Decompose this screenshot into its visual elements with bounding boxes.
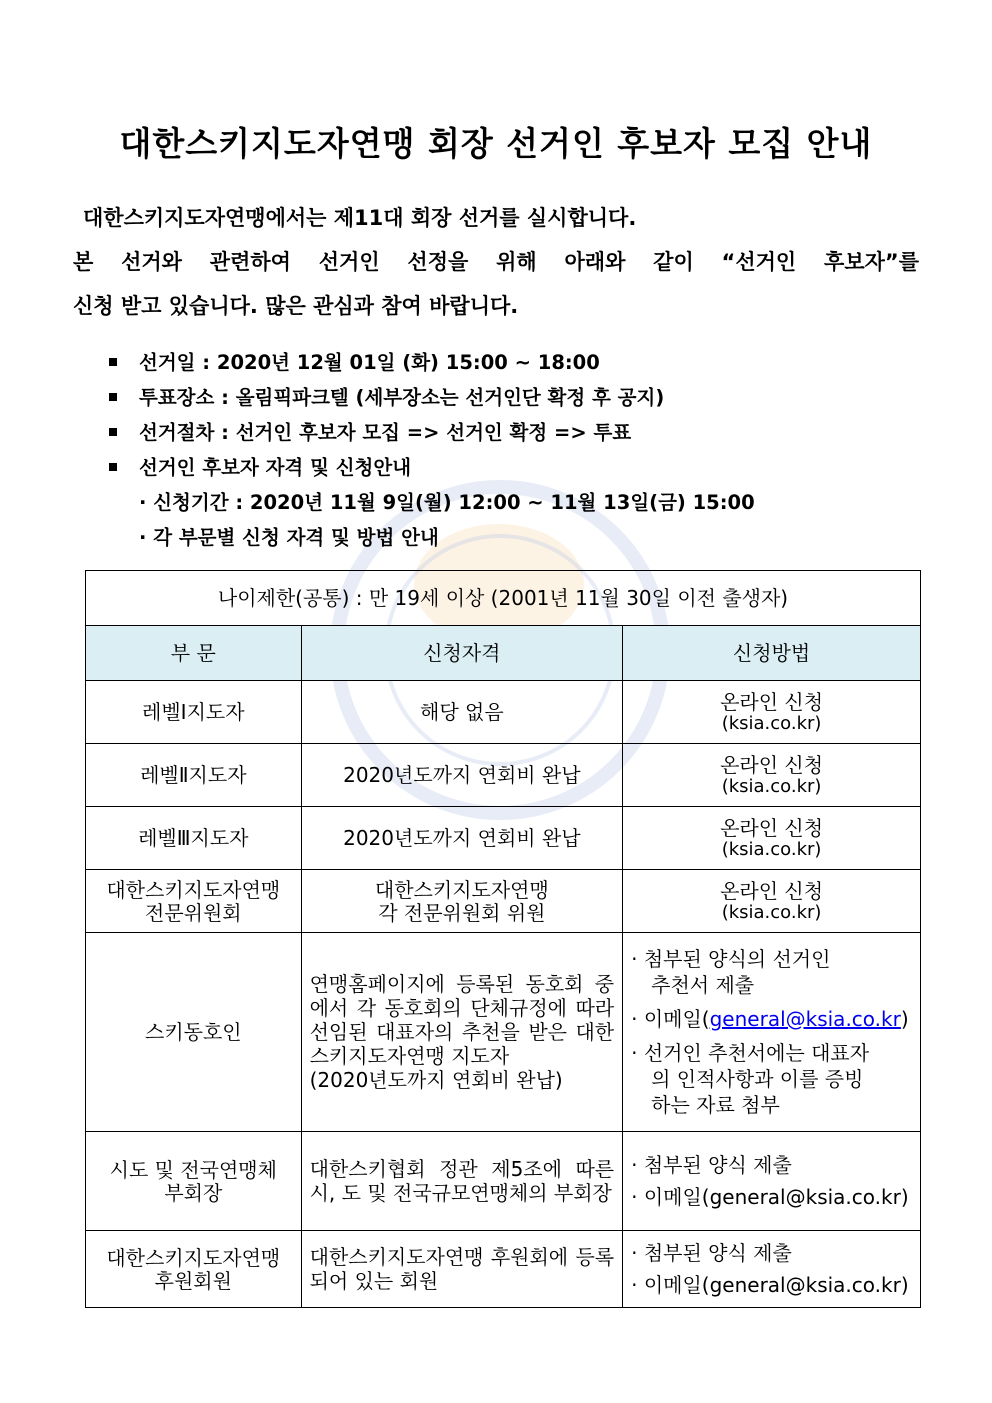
category-cell: 레벨Ⅰ지도자	[86, 681, 302, 744]
method-cell: · 첨부된 양식 제출 · 이메일(general@ksia.co.kr)	[623, 1132, 921, 1231]
table-row	[86, 807, 921, 870]
method-cell: 온라인 신청 (ksia.co.kr)	[623, 807, 921, 870]
page-title: 대한스키지도자연맹 회장 선거인 후보자 모집 안내	[119, 124, 873, 163]
category-cell: 스키동호인	[86, 933, 302, 1132]
bullet-election-date: 선거일 : 2020년 12월 01일 (화) 15:00 ~ 18:00	[105, 345, 925, 380]
header-method: 신청방법	[623, 626, 921, 681]
category-cell: 대한스키지도자연맹 전문위원회	[86, 870, 302, 933]
method-cell: 온라인 신청 (ksia.co.kr)	[623, 744, 921, 807]
method-cell: 온라인 신청 (ksia.co.kr)	[623, 681, 921, 744]
bullet-voting-place: 투표장소 : 올림픽파크텔 (세부장소는 선거인단 확정 후 공지)	[105, 380, 925, 415]
intro-paragraph	[73, 196, 919, 328]
header-qualification: 신청자격	[301, 626, 623, 681]
table-row	[86, 870, 921, 933]
square-bullet-icon	[109, 428, 117, 436]
qualification-cell: 해당 없음	[301, 681, 623, 744]
category-cell: 시도 및 전국연맹체 부회장	[86, 1132, 302, 1231]
square-bullet-icon	[109, 358, 117, 366]
method-cell: · 첨부된 양식의 선거인 추천서 제출 · 이메일(general@ksia.co.kr) · 선거인 추천서에는 대표자 의 인적사항과 이를 증빙 하는 자료 첨부	[623, 933, 921, 1132]
qualification-cell: 대한스키지도자연맹 각 전문위원회 위원	[301, 870, 623, 933]
qualification-cell: 2020년도까지 연회비 완납	[301, 744, 623, 807]
info-bullets	[105, 345, 925, 555]
bullet-qualification: 선거인 후보자 자격 및 신청안내	[105, 450, 925, 485]
header-category: 부 문	[86, 626, 302, 681]
bullet-procedure: 선거절차 : 선거인 후보자 모집 => 선거인 확정 => 투표	[105, 415, 925, 450]
category-cell: 레벨Ⅱ지도자	[86, 744, 302, 807]
table-row	[86, 571, 921, 626]
qualification-cell: 연맹홈페이지에 등록된 동호회 중에서 각 동호회의 단체규정에 따라 선임된 대표자의 추천을 받은 대한스키지도자연맹 지도자 (2020년도까지 연회비 완납)	[301, 933, 623, 1132]
table-header-row	[86, 626, 921, 681]
table-row	[86, 681, 921, 744]
table-row	[86, 1132, 921, 1231]
table-row	[86, 744, 921, 807]
method-cell: · 첨부된 양식 제출 · 이메일(general@ksia.co.kr)	[623, 1231, 921, 1308]
sub-application-period: · 신청기간 : 2020년 11월 9일(월) 12:00 ~ 11월 13일(금) 15:00	[139, 491, 755, 514]
method-cell: 온라인 신청 (ksia.co.kr)	[623, 870, 921, 933]
age-limit-cell: 나이제한(공통) : 만 19세 이상 (2001년 11월 30일 이전 출생자)	[86, 571, 921, 626]
intro-line-3: 신청 받고 있습니다. 많은 관심과 참여 바랍니다.	[73, 294, 519, 318]
table-row	[86, 1231, 921, 1308]
qualification-cell: 대한스키협회 정관 제5조에 따른 시, 도 및 전국규모연맹체의 부회장	[301, 1132, 623, 1231]
square-bullet-icon	[109, 463, 117, 471]
email-link[interactable]: general@ksia.co.kr	[709, 1007, 901, 1031]
table-row	[86, 933, 921, 1132]
sub-category-guide: · 각 부문별 신청 자격 및 방법 안내	[139, 526, 439, 549]
intro-line-1: 대한스키지도자연맹에서는 제11대 회장 선거를 실시합니다.	[83, 206, 637, 230]
intro-line-2: 본 선거와 관련하여 선거인 선정을 위해 아래와 같이 “선거인 후보자”를	[73, 250, 919, 274]
category-cell: 레벨Ⅲ지도자	[86, 807, 302, 870]
qualification-cell: 대한스키지도자연맹 후원회에 등록되어 있는 회원	[301, 1231, 623, 1308]
qualification-cell: 2020년도까지 연회비 완납	[301, 807, 623, 870]
category-cell: 대한스키지도자연맹 후원회원	[86, 1231, 302, 1308]
qualification-table	[85, 570, 921, 1308]
square-bullet-icon	[109, 393, 117, 401]
